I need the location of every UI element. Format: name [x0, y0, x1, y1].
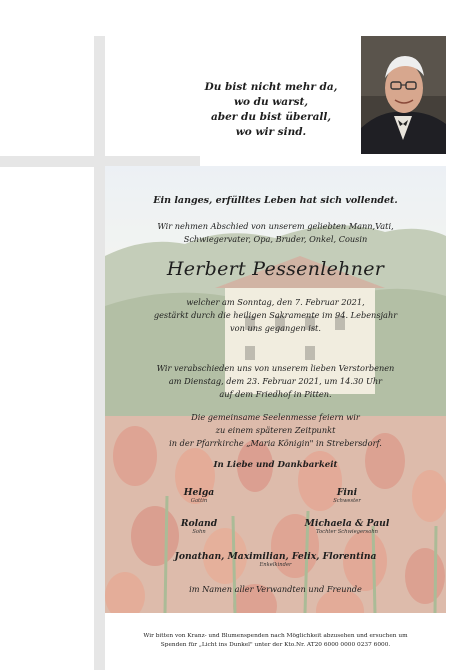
death-paragraph: [105, 296, 446, 335]
mourner-role: Tochter Schwiegersohn: [315, 529, 379, 535]
mourner-role: Schwester: [333, 498, 361, 504]
mourner: [267, 487, 427, 505]
quote-line: aber du bist überall,: [210, 111, 332, 123]
portrait-illustration: [361, 36, 446, 154]
death-line: gestärkt durch die heiligen Sakramente im 94. Lebensjahr: [153, 310, 398, 320]
mourner: [119, 487, 279, 505]
mourner-name: Jonathan, Maximilian, Felix, Florentina: [174, 551, 377, 562]
death-line: welcher am Sonntag, den 7. Februar 2021,: [186, 297, 365, 307]
memorial-quote: [196, 80, 346, 140]
death-line: von uns gegangen ist.: [230, 323, 321, 333]
mourner-role: Enkelkinder: [259, 562, 292, 568]
farewell-paragraph: [105, 220, 446, 246]
mourner-role: Sohn: [192, 529, 206, 535]
funeral-line: am Dienstag, dem 23. Februar 2021, um 14.30 Uhr: [168, 376, 383, 386]
intro-line: Ein langes, erfülltes Leben hat sich vollendet.: [153, 195, 398, 206]
funeral-paragraph: [105, 362, 446, 401]
farewell-line: Schwiegervater, Opa, Bruder, Onkel, Cousin: [183, 234, 368, 244]
love-line: In Liebe und Dankbarkeit: [213, 460, 338, 470]
mourner-name: Helga: [183, 487, 215, 498]
mourner-name: Michaela & Paul: [304, 518, 390, 529]
funeral-line: auf dem Friedhof in Pitten.: [219, 389, 332, 399]
mourner-role: Gattin: [190, 498, 208, 504]
donation-line: Spenden für „Licht ins Dunkel" unter der Kto.Nr. AT20 6000 0000 0237 6000.: [160, 642, 391, 648]
mourner: [119, 518, 279, 536]
quote-line: Du bist nicht mehr da,: [204, 81, 338, 93]
relatives-line: im Namen aller Verwandten und Freunde: [189, 584, 362, 594]
mass-line: in der Pfarrkirche „Maria Königin" in Strebersdorf.: [169, 438, 382, 448]
quote-line: wo wir sind.: [235, 126, 307, 138]
deceased-name: Herbert Pessenlehner: [166, 258, 385, 280]
donation-note: [105, 632, 446, 650]
mourner: [105, 551, 446, 569]
mourner: [267, 518, 427, 536]
mourner-name: Roland: [180, 518, 218, 529]
cross-vertical-bar: [94, 36, 105, 670]
notice-text: [105, 166, 446, 613]
farewell-line: Wir nehmen Abschied von unserem geliebten Mann,Vati,: [157, 221, 394, 231]
funeral-line: Wir verabschieden uns von unserem lieben Verstorbenen: [156, 363, 395, 373]
portrait-photo: [361, 36, 446, 154]
mass-line: Die gemeinsame Seelenmesse feiern wir: [191, 412, 360, 422]
memorial-panel: [105, 166, 446, 613]
quote-line: wo du warst,: [233, 96, 309, 108]
donation-line: Wir bitten von Kranz- und Blumenspenden nach Möglichkeit abzusehen und ersuchen um: [143, 633, 408, 639]
mass-paragraph: [105, 411, 446, 450]
mourner-name: Fini: [336, 487, 358, 498]
mass-line: zu einem späteren Zeitpunkt: [215, 425, 336, 435]
